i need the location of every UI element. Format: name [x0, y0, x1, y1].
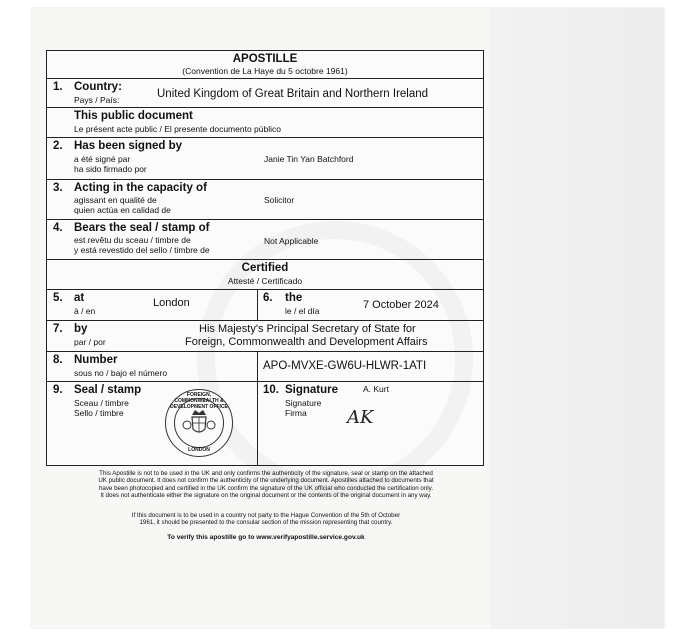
by-row	[47, 320, 483, 352]
number-row	[47, 351, 483, 382]
seal-stamp-sublabel-es: Sello / timbre	[74, 408, 124, 418]
country-label: Country:	[74, 81, 122, 93]
handwritten-signature: AK	[347, 407, 374, 428]
field-number: 10.	[263, 384, 279, 396]
seal-text-bottom: LONDON	[188, 447, 210, 453]
paper-shadow	[490, 8, 664, 628]
number-label: Number	[74, 354, 118, 366]
seal-of-sublabel-es: y está revestido del sello / timbre de	[74, 245, 210, 255]
column-divider	[257, 381, 258, 465]
field-number: 8.	[53, 354, 63, 366]
seal-of-sublabel-fr: est revêtu du sceau / timbre de	[74, 235, 191, 245]
certified-row	[47, 259, 483, 290]
title-row	[47, 51, 483, 79]
signature-sublabel-fr: Signature	[285, 398, 322, 408]
verify-link-text: To verify this apostille go to www.verifyapostille.service.gov.uk	[167, 534, 365, 541]
country-row	[47, 78, 483, 108]
by-sublabel: par / por	[74, 337, 106, 347]
number-sublabel: sous no / bajo el número	[74, 368, 168, 378]
seal-of-value: Not Applicable	[264, 236, 319, 246]
royal-crest-icon	[175, 399, 223, 447]
field-number: 6.	[263, 292, 273, 304]
public-document-label: This public document	[74, 110, 193, 122]
by-label: by	[74, 323, 88, 335]
public-document-sublabel: Le présent acte public / El presente documento público	[74, 124, 281, 134]
seal-stamp-label: Seal / stamp	[74, 384, 142, 396]
column-divider	[257, 289, 258, 320]
apostille-certificate	[46, 50, 484, 466]
seal-of-label: Bears the seal / stamp of	[74, 222, 210, 234]
signed-by-value: Janie Tin Yan Batchford	[264, 154, 354, 164]
non-hague-notice	[66, 512, 466, 527]
notice-line: If this document is to be used in a country not party to the Hague Convention of the 5th of October	[131, 512, 401, 519]
by-value-line2: Foreign, Commonwealth and Development Affairs	[185, 336, 428, 348]
the-sublabel: le / el día	[285, 306, 320, 316]
seal-stamp-sublabel-fr: Sceau / timbre	[74, 398, 129, 408]
apostille-number-value: APO-MVXE-GW6U-HLWR-1ATI	[263, 360, 427, 372]
signature-label: Signature	[285, 384, 339, 396]
country-value: United Kingdom of Great Britain and Northern Ireland	[157, 88, 429, 100]
capacity-row	[47, 179, 483, 220]
column-divider	[257, 351, 258, 381]
capacity-sublabel-fr: agissant en qualité de	[74, 195, 157, 205]
country-sublabel: Pays / País:	[74, 95, 120, 105]
capacity-value: Solicitor	[264, 195, 295, 205]
date-value: 7 October 2024	[363, 299, 439, 311]
capacity-sublabel-es: quien actúa en calidad de	[74, 205, 171, 215]
place-value: London	[153, 297, 190, 309]
field-number: 1.	[53, 81, 63, 93]
signed-by-sublabel-fr: a été signé par	[74, 154, 131, 164]
signature-sublabel-es: Firma	[285, 408, 307, 418]
seal-signature-row	[47, 381, 483, 465]
signatory-name: A. Kurt	[363, 384, 389, 394]
seal-inner-ring	[174, 398, 224, 448]
seal-of-row	[47, 219, 483, 260]
capacity-label: Acting in the capacity of	[74, 182, 207, 194]
certified-sublabel: Attesté / Certificado	[227, 276, 303, 286]
certificate-title: APOSTILLE	[232, 53, 298, 65]
field-number: 9.	[53, 384, 63, 396]
field-number: 2.	[53, 140, 63, 152]
notice-line: 1961, it should be presented to the consular section of the mission representing that country.	[139, 519, 393, 527]
by-value-line1: His Majesty's Principal Secretary of State for	[199, 323, 416, 335]
certified-label: Certified	[241, 262, 289, 274]
certificate-subtitle: (Convention de La Haye du 5 octobre 1961)	[182, 66, 348, 76]
disclaimer-line: It does not authenticate either the signature on the original document or the contents of the original document in any way.	[100, 492, 432, 500]
field-number: 4.	[53, 222, 63, 234]
the-label: the	[285, 292, 303, 304]
signed-by-sublabel-es: ha sido firmado por	[74, 164, 147, 174]
signed-by-label: Has been signed by	[74, 140, 183, 152]
signed-by-row	[47, 137, 483, 180]
disclaimer-line: have been photocopied and certified in the UK confirm the signature of the UK official who conducted the certification only.	[98, 484, 434, 492]
disclaimer-line: This Apostille is not to be used in the UK and only confirms the authenticity of the signature, seal or stamp on the attached	[99, 470, 433, 477]
field-number: 5.	[53, 292, 63, 304]
public-document-row	[47, 107, 483, 138]
disclaimer-text	[66, 470, 466, 500]
disclaimer-line: UK public document. It does not confirm the authenticity of the underlying document. Apostilles attached to documents that	[98, 477, 434, 485]
seal-text-top: FOREIGN, COMMONWEALTH & DEVELOPMENT OFFICE	[170, 392, 228, 410]
field-number: 7.	[53, 323, 63, 335]
office-seal	[165, 389, 233, 457]
field-number: 3.	[53, 182, 63, 194]
at-label: at	[74, 292, 85, 304]
place-date-row	[47, 289, 483, 321]
at-sublabel: à / en	[74, 306, 96, 316]
